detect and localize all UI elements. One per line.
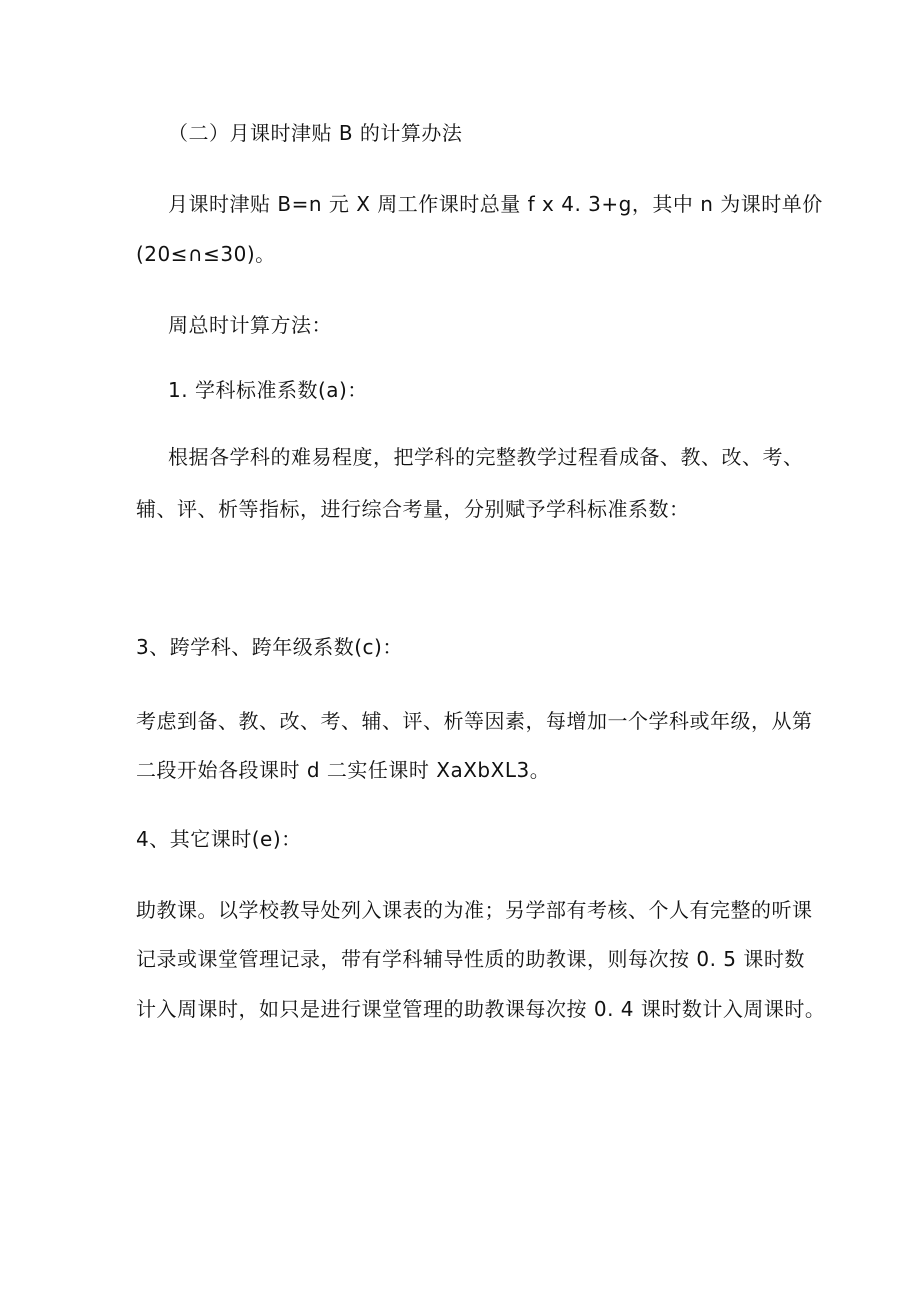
method-heading: 周总时计算方法： [168,313,332,337]
formula-line-2: (20≤∩≤30)。 [136,242,276,266]
item-1-heading: 1. 学科标准系数(a)： [168,378,368,402]
item-1-text-line-2: 辅、评、析等指标，进行综合考量，分别赋予学科标准系数： [136,497,690,521]
item-4-text-line-2: 记录或课堂管理记录，带有学科辅导性质的助教课，则每次按 0. 5 课时数 [136,947,805,971]
formula-line-1: 月课时津贴 B=n 元 X 周工作课时总量 f x 4. 3+g，其中 n 为课时单价 [168,192,823,216]
item-1-text-line-1: 根据各学科的难易程度，把学科的完整教学过程看成备、教、改、考、 [168,445,804,469]
item-4-text-line-3: 计入周课时，如只是进行课堂管理的助教课每次按 0. 4 课时数计入周课时。 [136,997,826,1021]
item-4-heading: 4、其它课时(e)： [136,827,302,851]
item-4-text-line-1: 助教课。以学校教导处列入课表的为准；另学部有考核、个人有完整的听课 [136,898,813,922]
item-3-text-line-2: 二段开始各段课时 d 二实任课时 XaXbXL3。 [136,758,551,782]
section-heading: （二）月课时津贴 B 的计算办法 [168,121,463,145]
item-3-text-line-1: 考虑到备、教、改、考、辅、评、析等因素，每增加一个学科或年级，从第 [136,709,813,733]
item-3-heading: 3、跨学科、跨年级系数(c)： [136,635,403,659]
